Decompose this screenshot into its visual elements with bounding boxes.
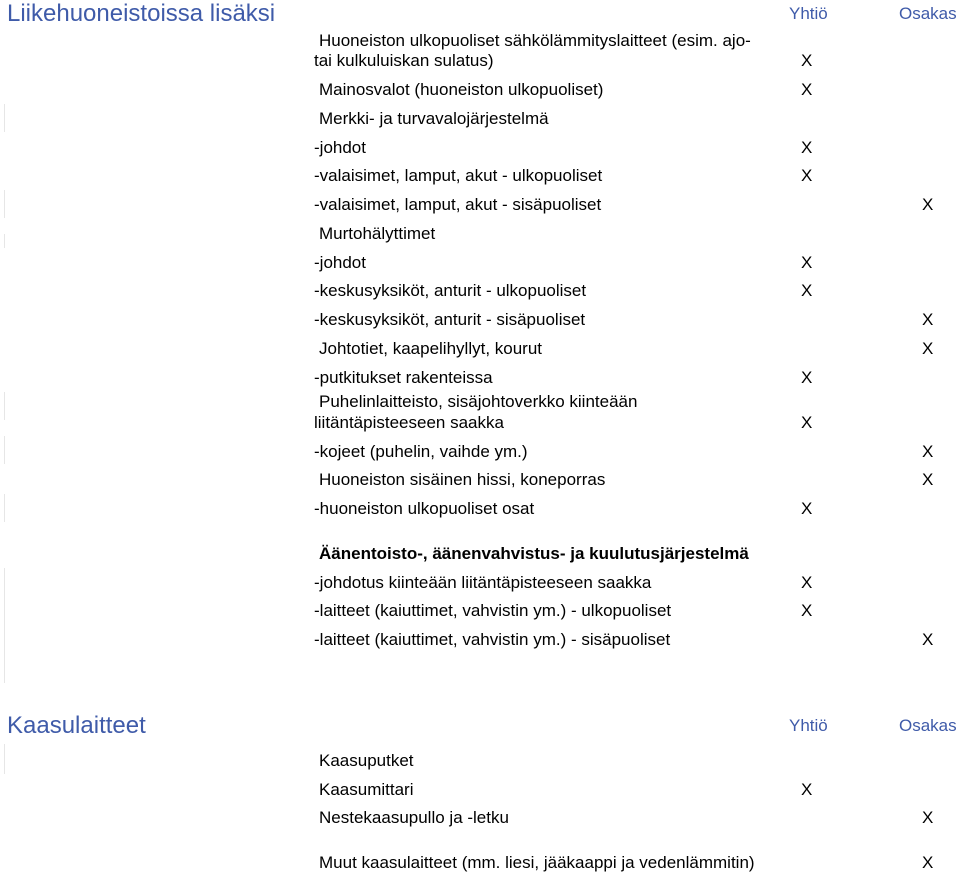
row-divider — [4, 568, 5, 683]
row-label: Huoneiston ulkopuoliset sähkölämmityslaitteet (esim. ajo- — [319, 31, 751, 50]
osakas-mark: X — [922, 630, 934, 649]
column-header-yhtio: Yhtiö — [789, 4, 828, 23]
section-title-liikehuoneistot: Liikehuoneistoissa lisäksi — [7, 0, 276, 27]
row-label: Nestekaasupullo ja -letku — [319, 808, 509, 827]
row-label: -johdot — [314, 253, 366, 272]
row-label-continued: liitäntäpisteeseen saakka — [314, 413, 504, 432]
yhtio-mark: X — [801, 499, 813, 518]
row-divider — [4, 436, 5, 464]
column-header-osakas: Osakas — [899, 716, 957, 735]
row-label: -keskusyksiköt, anturit - ulkopuoliset — [314, 281, 587, 300]
column-header-osakas: Osakas — [899, 4, 957, 23]
row-label: Kaasuputket — [319, 751, 414, 770]
osakas-mark: X — [922, 195, 934, 214]
row-label: -putkitukset rakenteissa — [314, 368, 493, 387]
row-label: Mainosvalot (huoneiston ulkopuoliset) — [319, 80, 604, 99]
row-divider — [4, 234, 5, 248]
section-title-kaasulaitteet: Kaasulaitteet — [7, 712, 146, 739]
yhtio-mark: X — [801, 601, 813, 620]
osakas-mark: X — [922, 808, 934, 827]
row-label: Puhelinlaitteisto, sisäjohtoverkko kiinteään — [319, 392, 638, 411]
osakas-mark: X — [922, 339, 934, 358]
row-divider — [4, 104, 5, 132]
row-label: -johdotus kiinteään liitäntäpisteeseen saakka — [314, 573, 652, 592]
osakas-mark: X — [922, 853, 934, 872]
row-label: -kojeet (puhelin, vaihde ym.) — [314, 442, 528, 461]
yhtio-mark: X — [801, 573, 813, 592]
row-label: -laitteet (kaiuttimet, vahvistin ym.) - ulkopuoliset — [314, 601, 672, 620]
row-label: -valaisimet, lamput, akut - ulkopuoliset — [314, 166, 603, 185]
row-label: Murtohälyttimet — [319, 224, 436, 243]
row-label: -valaisimet, lamput, akut - sisäpuoliset — [314, 195, 602, 214]
yhtio-mark: X — [801, 253, 813, 272]
row-label: -huoneiston ulkopuoliset osat — [314, 499, 535, 518]
row-label: -keskusyksiköt, anturit - sisäpuoliset — [314, 310, 586, 329]
yhtio-mark: X — [801, 780, 813, 799]
yhtio-mark: X — [801, 368, 813, 387]
row-label: Johtotiet, kaapelihyllyt, kourut — [319, 339, 543, 358]
row-label: Huoneiston sisäinen hissi, koneporras — [319, 470, 606, 489]
yhtio-mark: X — [801, 166, 813, 185]
row-label-continued: tai kulkuluiskan sulatus) — [314, 51, 494, 70]
osakas-mark: X — [922, 442, 934, 461]
osakas-mark: X — [922, 310, 934, 329]
row-divider — [4, 744, 5, 774]
column-header-yhtio: Yhtiö — [789, 716, 828, 735]
yhtio-mark: X — [801, 80, 813, 99]
row-divider — [4, 392, 5, 420]
yhtio-mark: X — [801, 281, 813, 300]
row-label: -johdot — [314, 138, 366, 157]
yhtio-mark: X — [801, 138, 813, 157]
row-label: Merkki- ja turvavalojärjestelmä — [319, 109, 549, 128]
row-label: Kaasumittari — [319, 780, 414, 799]
row-divider — [4, 494, 5, 522]
yhtio-mark: X — [801, 51, 813, 70]
yhtio-mark: X — [801, 413, 813, 432]
osakas-mark: X — [922, 470, 934, 489]
row-divider — [4, 190, 5, 218]
row-label: -laitteet (kaiuttimet, vahvistin ym.) - sisäpuoliset — [314, 630, 671, 649]
row-label-heading: Äänentoisto-, äänenvahvistus- ja kuulutusjärjestelmä — [319, 544, 749, 563]
row-label: Muut kaasulaitteet (mm. liesi, jääkaappi ja vedenlämmitin) — [319, 853, 755, 872]
